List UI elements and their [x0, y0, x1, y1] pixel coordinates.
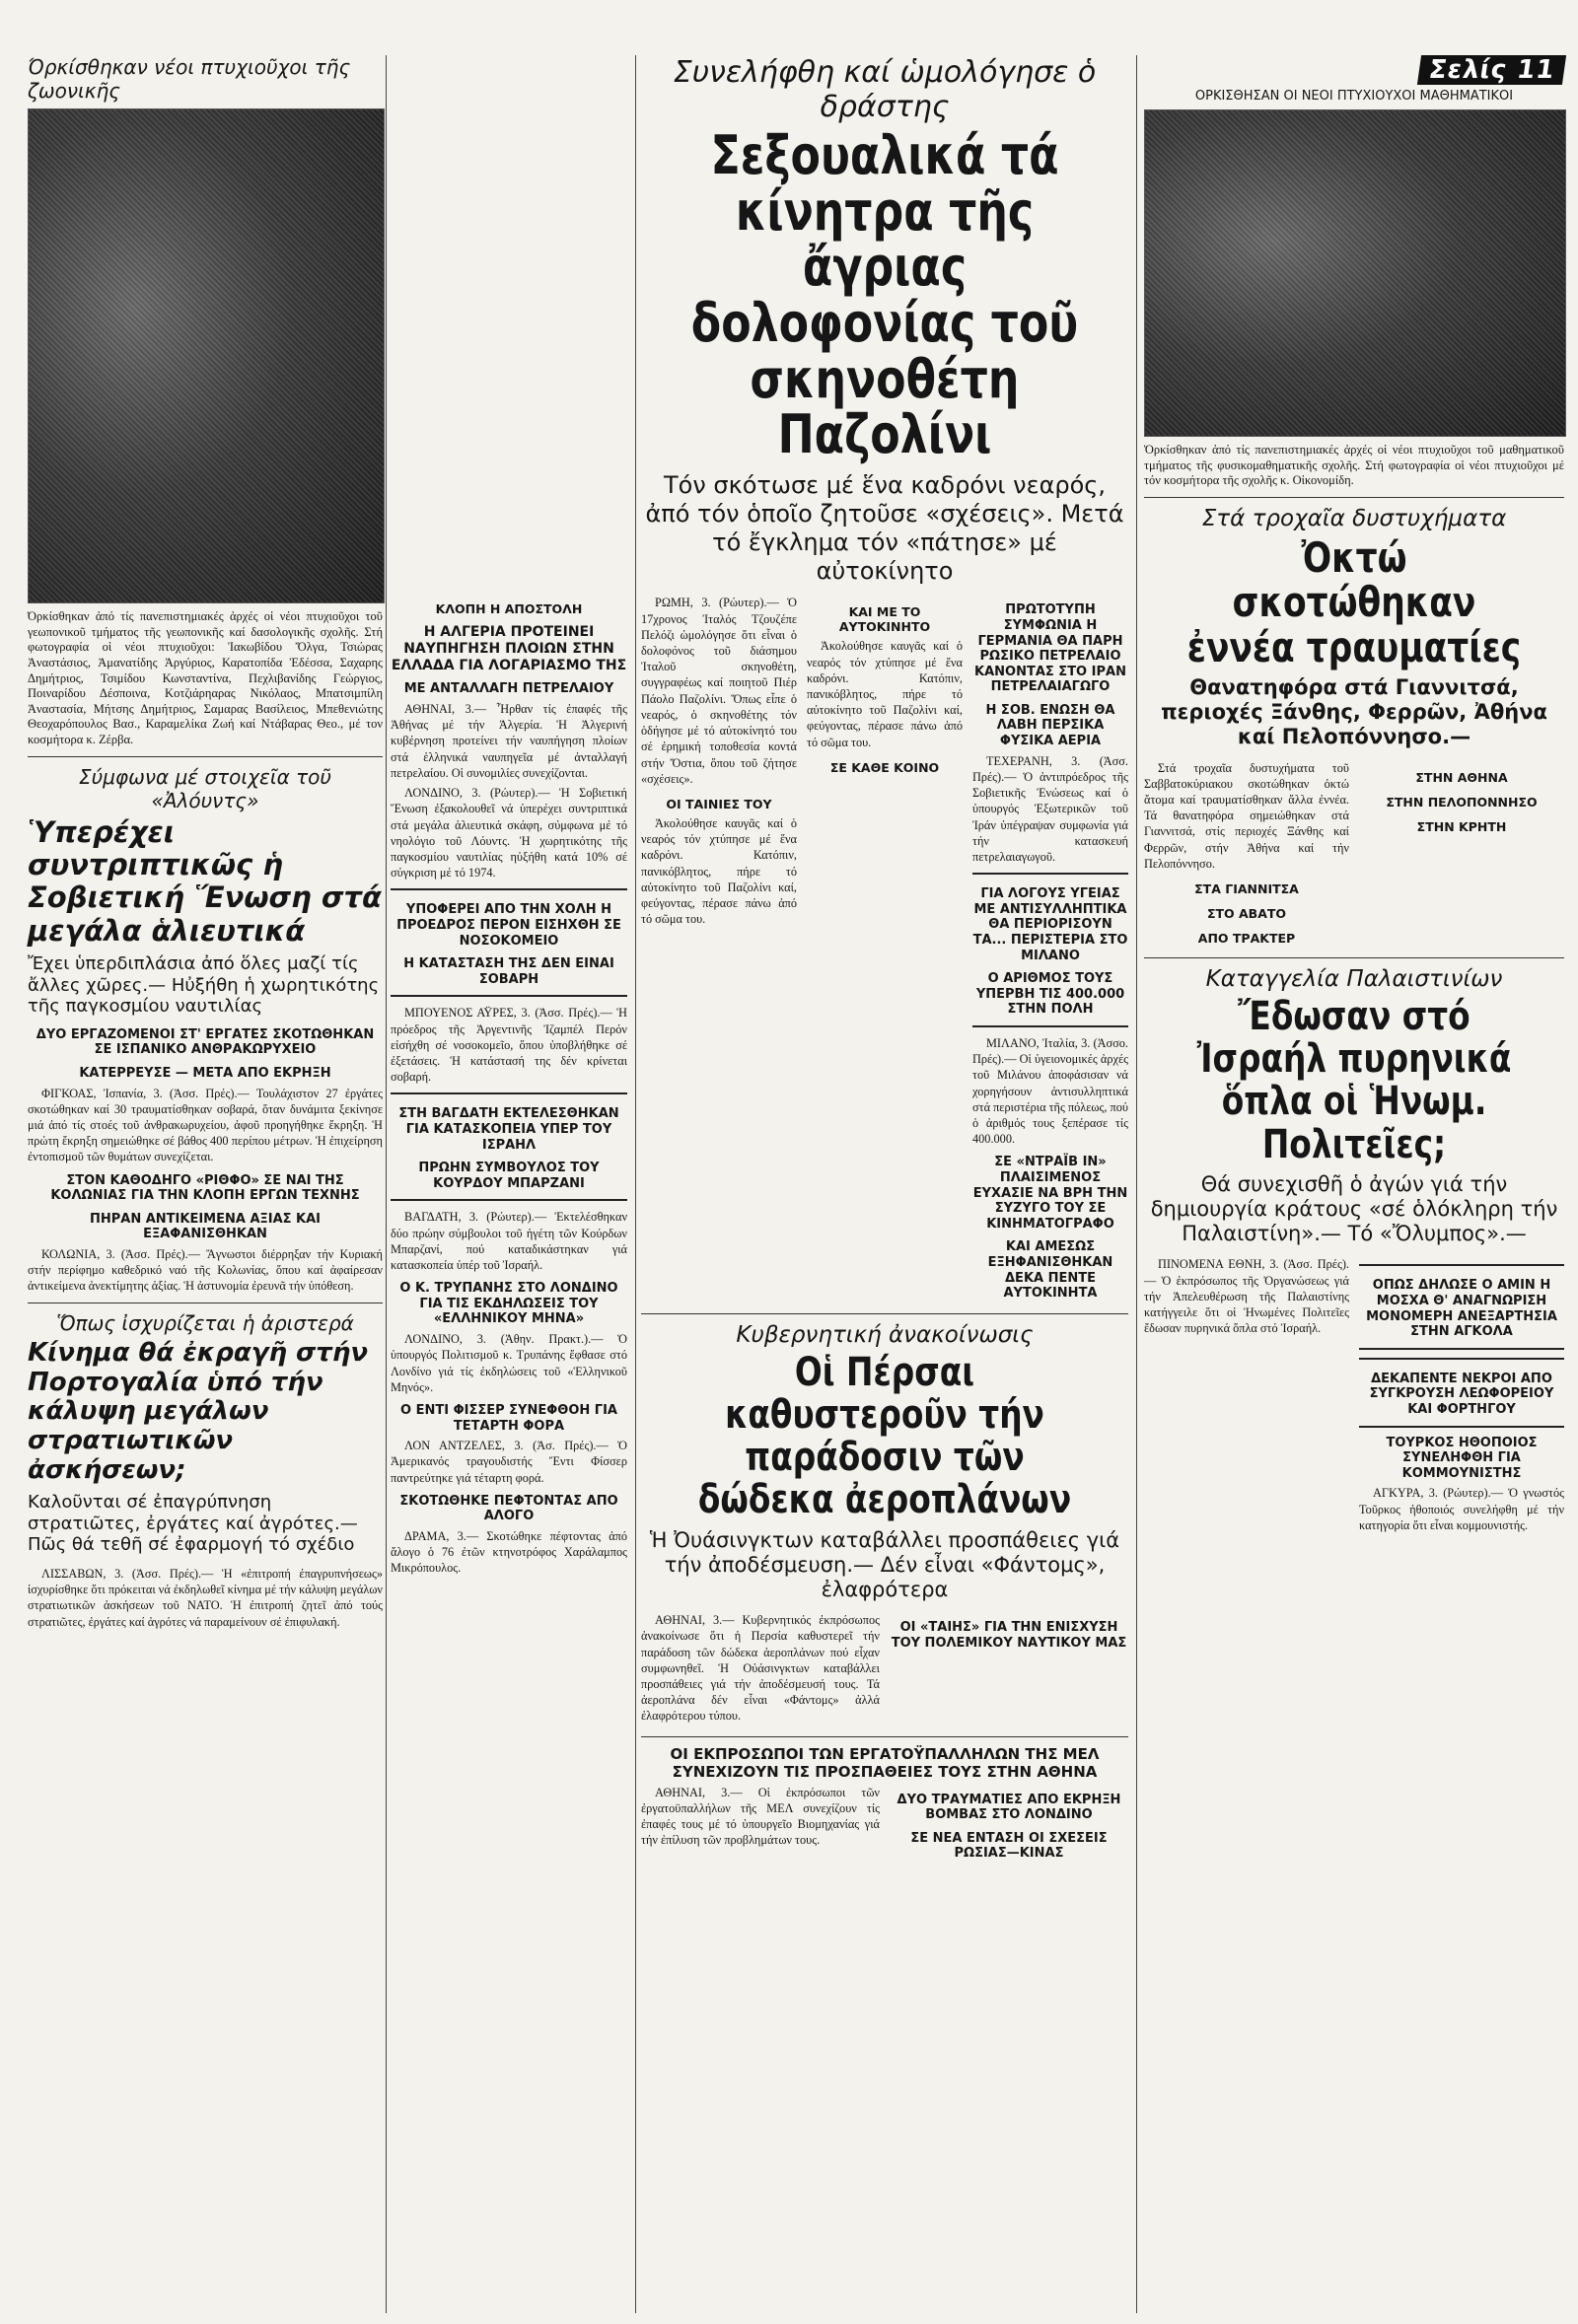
graduates-photo [1144, 109, 1566, 437]
article-headline: ΔΕΚΑΠΕΝΤΕ ΝΕΚΡΟΙ ΑΠΟ ΣΥΓΚΡΟΥΣΗ ΛΕΩΦΟΡΕΙΟΥ ΚΑΙ ΦΟΡΤΗΓΟΥ [1369, 1371, 1554, 1417]
article-subhead: ΣΤΗΝ ΑΘΗΝΑ [1415, 769, 1508, 785]
column-b [391, 592, 627, 1581]
photo-caption: Όρκίσθηκαν ἀπό τίς πανεπιστημιακές ἀρχές οἱ νέοι πτυχιοῦχοι τοῦ γεωπονικοῦ τμήματος τῆς γεωπονικῆς καί δασολογικῆς σχολῆς. Στή φωτογραφία οἱ νέοι πτυχιοῦχοι: Ἰακωβίδου Ὄλγα, Τσιώρας Ἀναστάσιος, Ἀμανατίδης Ἀργύριος, Καρατοπίδα Ἐδέσσα, Σαχαρης Δημήτριος, Τσιμίδου Κωνσταντίνα, Πεχλιβανίδης Γεώργιος, Ποιναρίδου Δέσποινα, Κοτζιάρηαρας Νικόλαος, Μπατσιμπίλη Ἀναστασία, Μήτσης Δημήτριος, Σαμαρας Βασίλειος, Μπεθενιώτης Θεοχαρόπουλος Βασ., Καραμελίκα Ζωή καί Ντάβαρας Θεο., μέ τον κοσμήτορα κ. Ζέρβα. [28, 609, 383, 746]
news-box [972, 873, 1128, 1027]
article-headline: ΤΟΥΡΚΟΣ ΗΘΟΠΟΙΟΣ ΣΥΝΕΛΗΦΘΗ ΓΙΑ ΚΟΜΜΟΥΝΙΣΤΗΣ [1386, 1435, 1538, 1481]
divider [1144, 497, 1564, 498]
news-box [1359, 1264, 1564, 1349]
article-body: ΛΙΣΣΑΒΩΝ, 3. (Ἀσσ. Πρές).— Ἡ «ἐπιτροπή ἐπαγρυπνήσεως» ἰσχυρίσθηκε ὅτι πρόκειται νά ἐκδηλωθεῖ κίνημα μέ τήν κάλυψη μεγάλων στρατιωτικῶν ἀσκήσεων τοῦ ΝΑΤΟ. Ἡ ἐπιτροπή ζητεῖ ἀπό τούς στρατιῶτες, ἐργάτες καί ἀγρότες νά παραμείνουν σέ ἐπιφυλακή. [28, 1566, 383, 1629]
article-columns [641, 1612, 1128, 1728]
article-headline: Οἱ Πέρσαι καθυστεροῦν τήν παράδοσιν τῶν δώδεκα ἀεροπλάνων [697, 1349, 1072, 1523]
graduates-photo [28, 108, 385, 603]
article-headline: ΠΡΩΤΟΤΥΠΗ ΣΥΜΦΩΝΙΑ Η ΓΕΡΜΑΝΙΑ ΘΑ ΠΑΡΗ ΡΩΣΙΚΟ ΠΕΤΡΕΛΑΙΟ ΚΑΝΟΝΤΑΣ ΣΤΟ ΙΡΑΝ ΠΕΤΡΕΛΑΙΑΓΩΓΟ [974, 602, 1126, 695]
article-deck: Ἔχει ὑπερδιπλάσια ἀπό ὅλες μαζί τίς ἄλλες χῶρες.— Ηὐξήθη ἡ χωρητικότης τῆς παγκοσμίου ναυτιλίας [28, 953, 380, 1018]
article-body: ΠΙΝΟΜΕΝΑ ΕΘΝΗ, 3. (Ἀσσ. Πρές).— Ὁ ἐκπρόσωπος τῆς Ὀργανώσεως γιά τήν Ἀπελευθέρωση τῆς Παλαιστίνης κατήγγειλε ὅτι οἱ Ἡνωμένες Πολιτεῖες ἔδωσαν πυρηνικά ὅπλα στό Ἰσραήλ. [1144, 1257, 1349, 1336]
article-subhead: ΣΤΗΝ ΠΕΛΟΠΟΝΝΗΣΟ [1386, 794, 1538, 810]
article-subhead: ΣΤΗΝ ΚΡΗΤΗ [1416, 818, 1507, 834]
article-headline: Ο ΕΝΤΙ ΦΙΣΣΕΡ ΣΥΝΕΦΘΟΗ ΓΙΑ ΤΕΤΑΡΤΗ ΦΟΡΑ [400, 1402, 617, 1434]
article-headline: ΣΤΗ ΒΑΓΔΑΤΗ ΕΚΤΕΛΕΣΘΗΚΑΝ ΓΙΑ ΚΑΤΑΣΚΟΠΕΙΑ ΥΠΕΡ ΤΟΥ ΙΣΡΑΗΛ [398, 1106, 619, 1153]
article-kicker: Στά τροχαῖα δυστυχήματα [1201, 505, 1507, 531]
article-headline: Η ΑΛΓΕΡΙΑ ΠΡΟΤΕΙΝΕΙ ΝΑΥΠΗΓΗΣΗ ΠΛΟΙΩΝ ΣΤΗΝ ΕΛΛΑΔΑ ΓΙΑ ΛΟΓΑΡΙΑΣΜΟ ΤΗΣ [391, 624, 627, 673]
article-kicker: Κυβερνητική ἀνακοίνωσις [736, 1321, 1034, 1348]
article-body: ΜΙΛΑΝΟ, Ἰταλία, 3. (Ἀσσο. Πρές).— Οἱ ὑγειονομικές ἀρχές τοῦ Μιλάνου ἀποφάσισαν νά χορηγήσουν ἀντισυλληπτικά στά περιστέρια τῆς πόλεως, πού ὁ ἀριθμός τους ξεπέρασε τίς 400.000. [972, 1035, 1128, 1147]
article-headline: ΣΕ ΝΕΑ ΕΝΤΑΣΗ ΟΙ ΣΧΕΣΕΙΣ ΡΩΣΙΑΣ—ΚΙΝΑΣ [910, 1830, 1108, 1862]
news-box [391, 888, 627, 997]
article-headline: ΟΙ «ΤΑΙΗΣ» ΓΙΑ ΤΗΝ ΕΝΙΣΧΥΣΗ ΤΟΥ ΠΟΛΕΜΙΚΟΥ ΝΑΥΤΙΚΟΥ ΜΑΣ [891, 1620, 1127, 1651]
article-subhead: ΟΙ ΤΑΙΝΙΕΣ ΤΟΥ [666, 796, 772, 811]
article-kicker: Σύμφωνα μέ στοιχεῖα τοῦ «Ἀλόυντς» [78, 764, 331, 812]
article-body: ΑΘΗΝΑΙ, 3.— Ἦρθαν τίς ἐπαφές τῆς Ἀθήνας μέ τήν Ἀλγερία. Ἡ Ἀλγερινή κυβέρνηση προτείνει τήν ναυπήγηση πλοίων στά ἑλληνικά ναυπηγεῖα μέ ἀνταλλαγή πετρελαίου. Οἱ συνομιλίες συνεχίζονται. [391, 701, 627, 780]
article-kicker: Ὅπως ἰσχυρίζεται ἡ ἀριστερά [56, 1310, 354, 1335]
article-headline: ΣΚΟΤΩΘΗΚΕ ΠΕΦΤΟΝΤΑΣ ΑΠΟ ΑΛΟΓΟ [399, 1493, 618, 1524]
article-headline: Ἔδωσαν στό Ἰσραήλ πυρηνικά ὅπλα οἱ Ἡνωμ. Πολιτεῖες; [1196, 994, 1512, 1167]
article-subhead: Η ΚΑΤΑΣΤΑΣΗ ΤΗΣ ΔΕΝ ΕΙΝΑΙ ΣΟΒΑΡΗ [403, 956, 614, 987]
news-box [1359, 1358, 1564, 1428]
article-body: ΛΟΝ ΑΝΤΖΕΛΕΣ, 3. (Ἀσ. Πρές).— Ὁ Ἀμερικανός τραγουδιστής Ἔντι Φίσσερ παντρεύτηκε γιά τέταρτη φορά. [391, 1439, 627, 1485]
article-columns [641, 1785, 1128, 1866]
article-subhead: ΣΤΟ ΑΒΑΤΟ [1206, 906, 1287, 922]
article-body: ΛΟΝΔΙΝΟ, 3. (Ἀθην. Πρακτ.).— Ὁ ὑπουργός Πολιτισμοῦ κ. Τρυπάνης ἔφθασε στό Λονδίνο γιά τίς ἐκδηλώσεις τοῦ «Ἑλληνικοῦ Μηνός». [391, 1332, 627, 1394]
article-headline: ΥΠΟΦΕΡΕΙ ΑΠΟ ΤΗΝ ΧΟΛΗ Η ΠΡΟΕΔΡΟΣ ΠΕΡΟΝ ΕΙΣΗΧΘΗ ΣΕ ΝΟΣΟΚΟΜΕΙΟ [396, 902, 621, 949]
column-rule [1136, 55, 1137, 2313]
divider [1144, 957, 1564, 958]
divider [641, 1736, 1128, 1737]
article-headline: Ὑπερέχει συντριπτικῶς ἡ Σοβιετική Ἕνωση στά μεγάλα ἁλιευτικά [28, 814, 382, 948]
photo-title: ΟΡΚΙΣΘΗΣΑΝ ΟΙ ΝΕΟΙ ΠΤΥΧΙΟΥΧΟΙ ΜΑΘΗΜΑΤΙΚΟΙ [1194, 89, 1514, 104]
article-subhead: ΣΕ ΚΑΘΕ ΚΟΙΝΟ [829, 759, 940, 775]
article-headline: Σεξουαλικά τά κίνητρα τῆς ἄγριας δολοφονίας τοῦ σκηνοθέτη Παζολίνι [690, 124, 1079, 466]
article-subhead: ΚΑΙ ΜΕ ΤΟ ΑΥΤΟΚΙΝΗΤΟ [838, 604, 931, 635]
article-subhead: ΠΗΡΑΝ ΑΝΤΙΚΕΙΜΕΝΑ ΑΞΙΑΣ ΚΑΙ ΕΞΑΦΑΝΙΣΘΗΚΑΝ [89, 1211, 322, 1242]
article-headline: ΣΕ «ΝΤΡΑΪΒ ΙΝ» ΠΛΑΙΣΙΜΕΝΟΣ ΕΥΧΑΣΙΕ ΝΑ ΒΡΗ ΤΗΝ ΣΥΖΥΓΟ ΤΟΥ ΣΕ ΚΙΝΗΜΑΤΟΓΡΑΦΟ [972, 1155, 1128, 1232]
news-box [391, 1092, 627, 1201]
article-kicker: Καταγγελία Παλαιστινίων [1205, 966, 1503, 993]
article-headline: ΣΤΟΝ ΚΑΘΟΔΗΓΟ «ΡΙΘΦΟ» ΣΕ ΝΑΙ ΤΗΣ ΚΟΛΩΝΙΑΣ ΓΙΑ ΤΗΝ ΚΛΟΠΗ ΕΡΓΩΝ ΤΕΧΝΗΣ [50, 1172, 360, 1204]
article-body: ΑΓΚΥΡΑ, 3. (Ρώυτερ).— Ὁ γνωστός Τοῦρκος ἠθοποιός συνελήφθη μέ τήν κατηγορία ὅτι εἶναι κομμουνιστής. [1359, 1486, 1564, 1532]
article-subhead: ΠΡΩΗΝ ΣΥΜΒΟΥΛΟΣ ΤΟΥ ΚΟΥΡΔΟΥ ΜΠΑΡΖΑΝΙ [418, 1161, 600, 1191]
section-badge-row [1144, 55, 1564, 85]
article-headline: ΟΙ ΕΚΠΡΟΣΩΠΟΙ ΤΩΝ ΕΡΓΑΤΟΫΠΑΛΛΗΛΩΝ ΤΗΣ ΜΕΛ ΣΥΝΕΧΙΖΟΥΝ ΤΙΣ ΠΡΟΣΠΑΘΕΙΕΣ ΤΟΥΣ ΣΤΗΝ ΑΘΗΝΑ [670, 1744, 1100, 1781]
article-subhead: ΜΕ ΑΝΤΑΛΛΑΓΗ ΠΕΤΡΕΛΑΙΟΥ [403, 681, 614, 697]
article-kicker: Όρκίσθηκαν νέοι πτυχιοῦχοι τῆς ζωονικῆς [28, 55, 351, 103]
article-subhead: ΣΤΑ ΓΙΑΝΝΙΤΣΑ [1194, 881, 1299, 897]
divider [641, 1313, 1128, 1314]
article-body: ΡΩΜΗ, 3. (Ρώυτερ).— Ὁ 17χρονος Ἰταλός Τζουζέπε Πελόζι ὡμολόγησε ὅτι εἶναι ὁ δολοφόνος τοῦ διάσημου Ἰταλοῦ σκηνοθέτη, συγγραφέως καί ποιητοῦ Πιέρ Πάολο Παζολίνι. Ὅπως εἶπε ὁ νεαρός, ὁ σκηνοθέτης τόν ὁδήγησε μέ τό αὐτοκίνητό του σέ ἐρημική τοποθεσία κοντά στήν Ὄστια, ὅπου τοῦ ζήτησε «σχέσεις». [641, 596, 797, 786]
article-body: ΑΘΗΝΑΙ, 3.— Οἱ ἐκπρόσωποι τῶν ἐργατοϋπαλλήλων τῆς ΜΕΛ συνεχίζουν τίς ἐπαφές τους μέ τό ὑπουργεῖο Βιομηχανίας γιά τήν ἐπίλυση τῶν προβλημάτων τους. [641, 1785, 880, 1848]
article-columns [1144, 1256, 1564, 1537]
article-subhead: ΚΑΤΕΡΡΕΥΣΕ — ΜΕΤΑ ΑΠΟ ΕΚΡΗΞΗ [79, 1065, 331, 1081]
article-body: Στά τροχαῖα δυστυχήματα τοῦ Σαββατοκύριακου σκοτώθηκαν ὀκτώ ἄτομα καί τραυματίσθηκαν ἄλλα ἐννέα. Τά θανατηφόρα σημειώθηκαν στά Γιαννιτσά, στίς περιοχές Ξάνθης καί Φερρῶν, στήν Ἀθήνα καί τήν Πελοπόννησο. [1144, 760, 1349, 871]
column-d [1144, 55, 1564, 1537]
page-number-badge: Σελίς 11 [1416, 55, 1566, 85]
article-deck: Ἡ Ὀυάσινγκτων καταβάλλει προσπάθειες γιά τήν ἀποδέσμευση.— Δέν εἶναι «Φάντομς», ἐλαφρότερα [649, 1527, 1120, 1601]
article-headline: ΔΥΟ ΤΡΑΥΜΑΤΙΕΣ ΑΠΟ ΕΚΡΗΞΗ ΒΟΜΒΑΣ ΣΤΟ ΛΟΝΔΙΝΟ [897, 1792, 1121, 1823]
article-subhead: ΚΑΙ ΑΜΕΣΩΣ ΕΞΗΦΑΝΙΣΘΗΚΑΝ ΔΕΚΑ ΠΕΝΤΕ ΑΥΤΟΚΙΝΗΤΑ [987, 1239, 1113, 1302]
article-body: ΛΟΝΔΙΝΟ, 3. (Ρώυτερ).— Ἡ Σοβιετική Ἕνωση ἐξακολουθεῖ νά ὑπερέχει συντριπτικά στά μεγάλα ἁλιευτικά σκάφη, σύμφωνα μέ τό νηολόγιο τοῦ Λόυντς. Ἡ χωρητικότης τῆς παγκοσμίου ναυτιλίας ηὐξήθη κατά 10% σέ σύγκριση μέ τό 1974. [391, 786, 627, 880]
column-a [28, 55, 383, 1634]
article-headline: Ὀκτώ σκοτώθηκαν ἐννέα τραυματίες [1186, 532, 1522, 671]
article-body: Ἀκολούθησε καυγᾶς καί ὁ νεαρός τόν χτύπησε μέ ἕνα καδρόνι. Κατόπιν, πανικόβλητος, πήρε τό αὐτοκίνητο τοῦ Παζολίνι καί, φεύγοντας, πέρασε πάνω ἀπό τό σῶμα του. [641, 815, 797, 927]
article-body: ΚΟΛΩΝΙΑ, 3. (Ἀσσ. Πρές).— Ἄγνωστοι διέρρηξαν τήν Κυριακή στήν περίφημο καθεδρικό ναό τῆς Κολωνίας, ὅπου καί ἀφαίρεσαν ἀντικείμενα ἀνεκτίμητης ἀξίας. Ἡ ἀστυνομία ἐρευνᾶ τήν ὑπόθεση. [28, 1247, 383, 1294]
column-rule [635, 55, 636, 2313]
article-deck: Θά συνεχισθῆ ὁ ἀγών γιά τήν δημιουργία κράτους «σέ ὁλόκληρη τήν Παλαιστίνη».— Τό «Ὄλυμπος».— [1150, 1171, 1558, 1246]
article-columns [641, 595, 1128, 1305]
article-deck: Θανατηφόρα στά Γιαννιτσά, περιοχές Ξάνθης, Φερρῶν, Ἀθήνα καί Πελοπόννησο.— [1161, 674, 1547, 749]
article-body: Ἀκολούθησε καυγᾶς καί ὁ νεαρός τόν χτύπησε μέ ἕνα καδρόνι. Κατόπιν, πανικόβλητος, πήρε τό αὐτοκίνητο τοῦ Παζολίνι καί, φεύγοντας, πέρασε πάνω ἀπό τό σῶμα του. [807, 639, 963, 749]
article-body: ΤΕΧΕΡΑΝΗ, 3. (Ἀσσ. Πρές).— Ὁ ἀντιπρόεδρος τῆς Σοβιετικῆς Ἑνώσεως καί ὁ ὑπουργός Ἐξωτερικῶν τοῦ Ἰράν ὑπέγραψαν συμφωνία γιά τήν κατασκευή πετρελαιαγωγοῦ. [972, 753, 1128, 864]
article-headline: ΔΥΟ ΕΡΓΑΖΟΜΕΝΟΙ ΣΤ' ΕΡΓΑΤΕΣ ΣΚΟΤΩΘΗΚΑΝ ΣΕ ΙΣΠΑΝΙΚΟ ΑΝΘΡΑΚΩΡΥΧΕΙΟ [36, 1026, 375, 1058]
article-subhead: ΑΠΟ ΤΡΑΚΤΕΡ [1197, 931, 1296, 947]
article-columns [1144, 760, 1564, 951]
article-headline: ΓΙΑ ΛΟΓΟΥΣ ΥΓΕΙΑΣ ΜΕ ΑΝΤΙΣΥΛΛΗΠΤΙΚΑ ΘΑ ΠΕΡΙΟΡΙΣΟΥΝ ΤΑ... ΠΕΡΙΣΤΕΡΙΑ ΣΤΟ ΜΙΛΑΝΟ [972, 886, 1128, 963]
article-body: ΦΙΓΚΟΑΣ, Ἰσπανία, 3. (Ἀσσ. Πρές).— Τουλάχιστον 27 ἐργάτες σκοτώθηκαν καί 30 τραυματίσθηκαν σοβαρά, ὅταν δυνάμιτα ξεκίνησε μιά ἀπό τίς στοές τοῦ ἀνθρακωρυχείου, ἀφοῦ προηγήθηκε ἔκρηξη. Ἡ πρώτη ἔκρηξη σημειώθηκε σέ βάθος 400 περίπου μέτρων. Ἡ ἐπιχείρηση ἐντοπισμοῦ τῶν θυμάτων συνεχίζεται. [28, 1086, 383, 1164]
column-c [641, 55, 1128, 1866]
article-headline: Ο Κ. ΤΡΥΠΑΝΗΣ ΣΤΟ ΛΟΝΔΙΝΟ ΓΙΑ ΤΙΣ ΕΚΔΗΛΩΣΕΙΣ ΤΟΥ «ΕΛΛΗΝΙΚΟΥ ΜΗΝΑ» [399, 1281, 618, 1327]
article-body: ΒΑΓΔΑΤΗ, 3. (Ρώυτερ).— Ἐκτελέσθηκαν δύο πρώην σύμβουλοι τοῦ ἡγέτη τῶν Κούρδων Μπαρζανί, πού καταδικάστηκαν γιά κατασκοπεία ὑπέρ τοῦ Ἰσραήλ. [391, 1210, 627, 1273]
article-headline: Κίνημα θά ἐκραγῆ στήν Πορτογαλία ὑπό τήν κάλυψη μεγάλων στρατιωτικῶν ἀσκήσεων; [28, 1337, 369, 1486]
article-body: ΜΠΟΥΕΝΟΣ ΑΫΡΕΣ, 3. (Ἀσσ. Πρές).— Ἡ πρόεδρος τῆς Ἀργεντινῆς Ἰζαμπέλ Περόν εἰσήχθη σέ νοσοκομεῖο, ὅπου ὑποβλήθηκε σέ ἐξετάσεις. Ἡ κατάστασή της δέν κρίνεται σοβαρή. [391, 1006, 627, 1085]
article-kicker: Συνελήφθη καί ὡμολόγησε ὁ δράστης [673, 55, 1097, 124]
photo-caption: Ὁρκίσθηκαν ἀπό τίς πανεπιστημιακές ἀρχές οἱ νέοι πτυχιοῦχοι τοῦ μαθηματικοῦ τμήματος τῆς φυσικομαθηματικῆς σχολῆς. Στή φωτογραφία οἱ νέοι πτυχιοῦχοι μέ τόν κοσμήτορα τῆς σχολῆς κ. Οἰκονομίδη. [1144, 443, 1564, 488]
article-body: ΔΡΑΜΑ, 3.— Σκοτώθηκε πέφτοντας ἀπό ἄλογο ὁ 76 ἐτῶν κτηνοτρόφος Χαράλαμπος Μικρόπουλος. [391, 1528, 627, 1576]
article-subhead: Ο ΑΡΙΘΜΟΣ ΤΟΥΣ ΥΠΕΡΒΗ ΤΙΣ 400.000 ΣΤΗΝ ΠΟΛΗ [975, 971, 1125, 1018]
article-subhead: Η ΣΟΒ. ΕΝΩΣΗ ΘΑ ΛΑΒΗ ΠΕΡΣΙΚΑ ΦΥΣΙΚΑ ΑΕΡΙΑ [985, 702, 1115, 749]
article-deck: Καλοῦνται σέ ἐπαγρύπνηση στρατιῶτες, ἐργάτες καί ἀγρότες.— Πῶς θά τεθῆ σέ ἐφαρμογή τό σχέδιο [28, 1492, 358, 1556]
column-rule [386, 55, 387, 2313]
article-deck: Τόν σκότωσε μέ ἕνα καδρόνι νεαρός, ἀπό τόν ὁποῖο ζητοῦσε «σχέσεις». Μετά τό ἔγκλημα τόν «πάτησε» μέ αὐτοκίνητο [645, 471, 1124, 585]
article-headline: ΟΠΩΣ ΔΗΛΩΣΕ Ο ΑΜΙΝ Η ΜΟΣΧΑ Θ' ΑΝΑΓΝΩΡΙΣΗ ΜΟΝΟΜΕΡΗ ΑΝΕΞΑΡΤΗΣΙΑ ΣΤΗΝ ΑΓΚΟΛΑ [1366, 1278, 1557, 1340]
article-body: ΑΘΗΝΑΙ, 3.— Κυβερνητικός ἐκπρόσωπος ἀνακοίνωσε ὅτι ἡ Περσία καθυστερεῖ τήν παράδοση τῶν δώδεκα ἀεροπλάνων πού εἶχαν συμφωνηθεῖ. Ἡ Οὐάσινγκτων καταβάλλει προσπάθειες γιά τήν ἀποδέσμευσή τους. Τά ἀεροπλάνα δέν εἶναι «Φάντομς» ἀλλά ἐλαφρότερου τύπου. [641, 1613, 880, 1724]
divider [28, 756, 383, 757]
article-kicker: ΚΛΟΠΗ Η ΑΠΟΣΤΟΛΗ [435, 601, 583, 616]
